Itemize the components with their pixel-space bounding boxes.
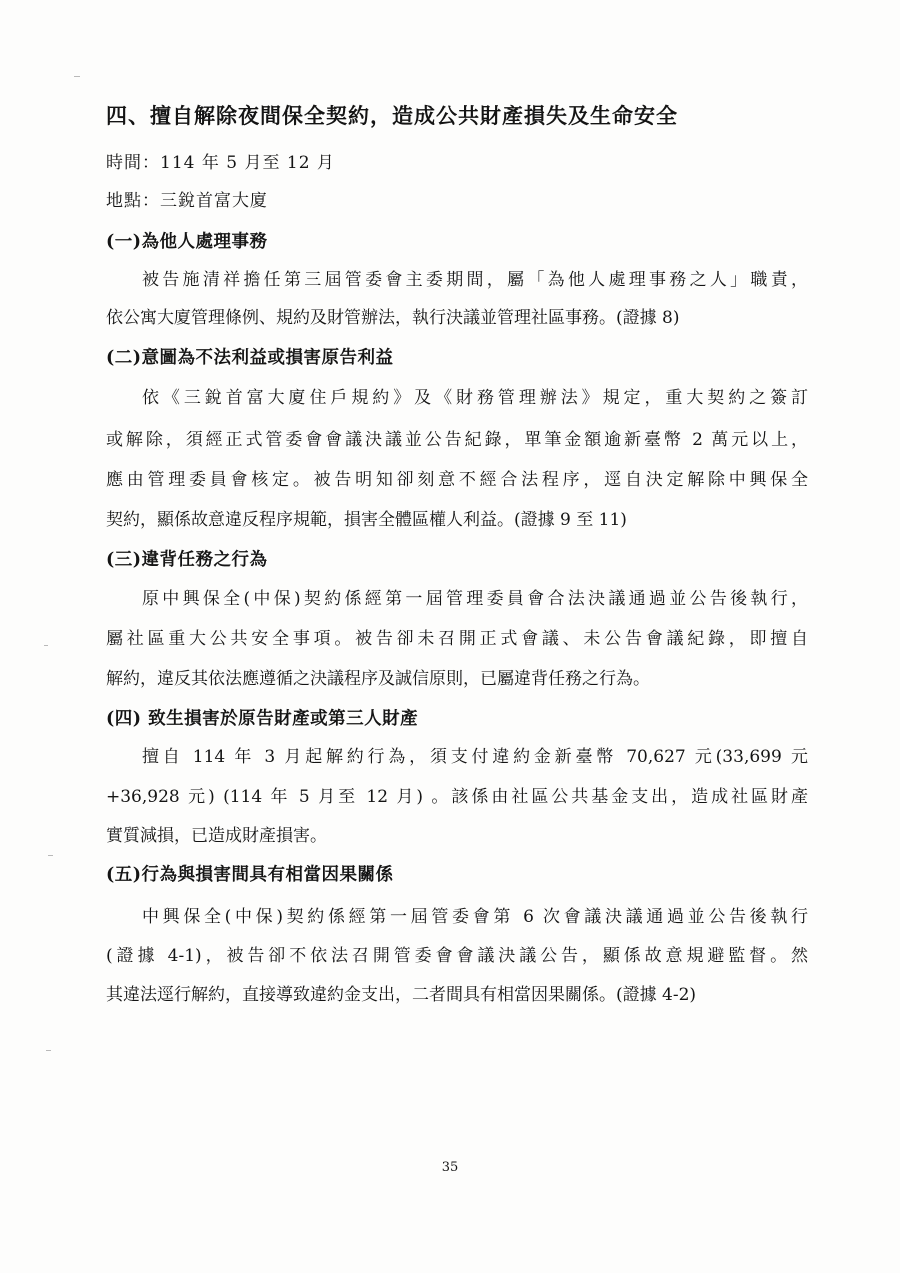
paragraph-line: (證據 4-1)，被告卻不依法召開管委會會議決議公告，顯係故意規避監督。然 bbox=[106, 946, 808, 966]
paragraph-line: 或解除，須經正式管委會會議決議並公告紀錄，單筆金額逾新臺幣 2 萬元以上， bbox=[106, 430, 808, 450]
page-number: 35 bbox=[441, 1160, 459, 1175]
paragraph-line: 契約，顯係故意違反程序規範，損害全體區權人利益。(證據 9 至 11) bbox=[106, 510, 627, 530]
document-heading: 四、擅自解除夜間保全契約，造成公共財產損失及生命安全 bbox=[106, 103, 678, 128]
paragraph-line: 原中興保全(中保)契約係經第一屆管理委員會合法決議通過並公告後執行， bbox=[142, 589, 808, 609]
location-line: 地點：三銳首富大廈 bbox=[106, 191, 268, 211]
paragraph-line: 其違法逕行解約，直接導致違約金支出，二者間具有相當因果關係。(證據 4-2) bbox=[106, 985, 697, 1005]
paragraph-line: +36,928 元) (114 年 5 月至 12 月) 。該係由社區公共基金支出，造成社區財產 bbox=[106, 787, 808, 807]
section-title: (三)違背任務之行為 bbox=[106, 550, 268, 570]
section-title: (五)行為與損害間具有相當因果關係 bbox=[106, 865, 394, 885]
section-title: (一)為他人處理事務 bbox=[106, 232, 268, 252]
scan-speck bbox=[44, 645, 48, 646]
paragraph-line: 依《三銳首富大廈住戶規約》及《財務管理辦法》規定，重大契約之簽訂 bbox=[142, 388, 808, 408]
paragraph-line: 應由管理委員會核定。被告明知卻刻意不經合法程序，逕自決定解除中興保全 bbox=[106, 470, 808, 490]
time-line: 時間：114 年 5 月至 12 月 bbox=[106, 153, 335, 173]
section-title: (二)意圖為不法利益或損害原告利益 bbox=[106, 348, 394, 368]
paragraph-line: 被告施清祥擔任第三屆管委會主委期間，屬「為他人處理事務之人」職責， bbox=[142, 270, 808, 290]
scan-speck bbox=[46, 1050, 51, 1051]
scan-speck bbox=[74, 76, 80, 77]
section-title: (四) 致生損害於原告財產或第三人財產 bbox=[106, 709, 419, 729]
paragraph-line: 屬社區重大公共安全事項。被告卻未召開正式會議、未公告會議紀錄，即擅自 bbox=[106, 629, 808, 649]
paragraph-line: 依公寓大廈管理條例、規約及財管辦法，執行決議並管理社區事務。(證據 8) bbox=[106, 308, 680, 328]
scan-speck bbox=[48, 855, 53, 856]
paragraph-line: 解約，違反其依法應遵循之決議程序及誠信原則，已屬違背任務之行為。 bbox=[106, 669, 650, 689]
paragraph-line: 實質減損，已造成財產損害。 bbox=[106, 826, 327, 846]
paragraph-line: 中興保全(中保)契約係經第一屆管委會第 6 次會議決議通過並公告後執行 bbox=[142, 907, 808, 927]
paragraph-line: 擅自 114 年 3 月起解約行為，須支付違約金新臺幣 70,627 元(33,699 元 bbox=[142, 747, 808, 767]
